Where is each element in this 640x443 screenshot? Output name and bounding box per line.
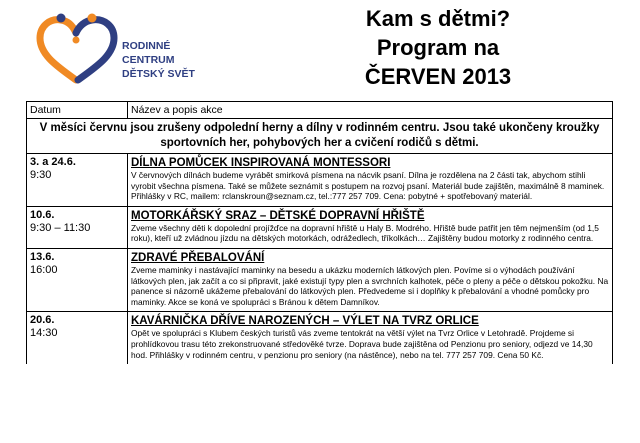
event-time: 14:30 bbox=[30, 327, 58, 340]
page-title bbox=[318, 4, 558, 91]
page-header bbox=[0, 0, 640, 101]
program-table bbox=[26, 101, 613, 364]
title-line-1: Kam s dětmi? bbox=[365, 6, 511, 31]
table-row bbox=[27, 248, 612, 311]
table-row bbox=[27, 206, 612, 248]
table-header-row bbox=[27, 101, 612, 118]
event-date-cell bbox=[27, 207, 128, 248]
event-date: 3. a 24.6. bbox=[30, 156, 76, 168]
event-description: Zveme všechny děti k dopolední projížďce na dopravní hřiště u Haly B. Modrého. Hřiště bude patřit jen těm nejmenším (od 1,5 roku), kteří už zvládnou jízdu na dětských motorkách, odrážedlech, tříkolkách… Zajištěny budou motorky z rodinného centra. bbox=[131, 222, 599, 244]
column-header-name: Název a popis akce bbox=[131, 104, 223, 116]
event-description: Zveme maminky i nastávající maminky na besedu a ukázku moderních látkových plen. Povíme si o výhodách používání látkových plen, jak začít a co si připravit, jaké existují typy plen a svrchních kalhotek, péče o pleny a péče o dětskou pokožku. Na panence si názorně ukážeme přebalování do látkových plen. Předvedeme si i doplňky k přebalování a vhodné pomůcky pro maminky. Akce se koná ve spolupráci s Bránou k dětem Damníkov. bbox=[131, 264, 609, 307]
logo-text bbox=[122, 39, 220, 81]
table-row bbox=[27, 311, 612, 364]
notice-row: V měsíci červnu jsou zrušeny odpolední herny a dílny v rodinném centru. Jsou také ukončeny kroužky sportovních her, pohybových her a cvičení rodičů s dětmi. bbox=[27, 118, 612, 153]
event-date: 10.6. bbox=[30, 208, 55, 221]
logo-line-1: RODINNÉ CENTRUM bbox=[122, 40, 175, 66]
event-title: ZDRAVÉ PŘEBALOVÁNÍ bbox=[131, 251, 265, 264]
title-line-3: ČERVEN 2013 bbox=[364, 64, 512, 89]
event-date: 13.6. bbox=[30, 250, 55, 263]
logo bbox=[30, 8, 220, 88]
event-date-cell bbox=[27, 249, 128, 311]
event-detail-cell bbox=[128, 249, 612, 311]
event-time: 9:30 – 11:30 bbox=[30, 221, 91, 234]
event-detail-cell bbox=[128, 207, 612, 248]
event-date-cell bbox=[27, 154, 128, 206]
event-date: 20.6. bbox=[30, 314, 55, 327]
event-title: DÍLNA POMŮCEK INSPIROVANÁ MONTESSORI bbox=[131, 157, 391, 169]
column-header-date: Datum bbox=[27, 102, 128, 118]
title-line-2: Program na bbox=[376, 35, 500, 60]
event-time: 9:30 bbox=[30, 169, 52, 181]
event-description: Opět ve spolupráci s Klubem českých turistů vás zveme tentokrát na větší výlet na Tvrz Orlice v Letohradě. Projdeme si prohlídkovou trasu této zrekonstruované středověké tvrze. Doprava bude zajištěna od Penzionu pro seniory, odjezd ve 14,30 hod. Přihlášky v rodinném centru, v penzionu pro seniory (na nástěnce), nebo na tel. 777 257 709. Cena 50 Kč. bbox=[131, 328, 593, 360]
event-description: V červnových dílnách budeme vyrábět smirková písmena na nácvik psaní. Dílna je rozdělena na 2 části tak, abychom stihli vyrobit všechna písmena. Také se můžete seznámit s postupem na rozvoj psaní. Materiál bude zajištěn, maximálně 8 maminek. Přihlášky v RC, mailem: rclanskroun@seznam.cz, tel.:777 257 709. Cena: pobytné + spotřebovaný materiál. bbox=[131, 170, 605, 202]
logo-line-2: DĚTSKÝ SVĚT bbox=[122, 68, 195, 80]
event-time: 16:00 bbox=[30, 263, 58, 276]
event-date-cell bbox=[27, 312, 128, 364]
event-detail-cell bbox=[128, 312, 612, 364]
event-title: KAVÁRNIČKA DŘÍVE NAROZENÝCH – VÝLET NA TVRZ ORLICE bbox=[131, 315, 479, 328]
heart-logo-icon bbox=[30, 8, 125, 88]
event-detail-cell bbox=[128, 154, 612, 206]
table-row bbox=[27, 153, 612, 206]
event-title: MOTORKÁŘSKÝ SRAZ – DĚTSKÉ DOPRAVNÍ HŘIŠTĚ bbox=[131, 209, 425, 222]
